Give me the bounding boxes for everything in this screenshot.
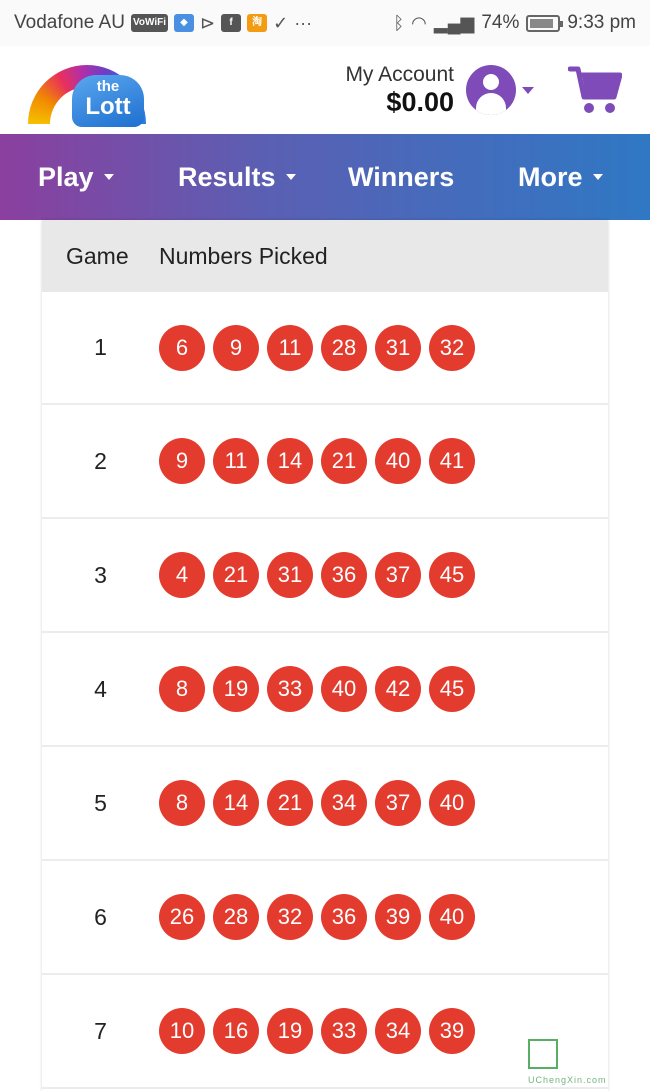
number-ball: 40	[429, 780, 475, 826]
logo-badge: the Lott	[72, 75, 144, 127]
number-ball: 11	[267, 325, 313, 371]
number-ball: 40	[321, 666, 367, 712]
number-ball: 37	[375, 552, 421, 598]
picked-numbers	[159, 552, 475, 598]
vowifi-icon: VoWiFi	[131, 14, 168, 32]
the-lott-logo[interactable]	[28, 59, 146, 121]
number-ball: 14	[213, 780, 259, 826]
watermark-logo: UChengXin.com	[528, 1037, 646, 1085]
signal-icon: ▂▄▆	[433, 12, 475, 33]
table-row	[42, 405, 608, 519]
number-ball: 6	[159, 325, 205, 371]
numbers-table	[42, 220, 608, 1091]
picked-numbers	[159, 894, 475, 940]
number-ball: 32	[267, 894, 313, 940]
number-ball: 36	[321, 552, 367, 598]
number-ball: 45	[429, 666, 475, 712]
number-ball: 41	[429, 438, 475, 484]
number-ball: 11	[213, 438, 259, 484]
facebook-icon: f	[221, 14, 241, 32]
number-ball: 39	[429, 1008, 475, 1054]
chevron-down-icon[interactable]	[522, 87, 534, 94]
download-done-icon: ✓	[273, 12, 289, 33]
picked-numbers	[159, 780, 475, 826]
number-ball: 39	[375, 894, 421, 940]
number-ball: 40	[375, 438, 421, 484]
game-number: 2	[94, 447, 107, 474]
number-ball: 28	[213, 894, 259, 940]
user-avatar-icon[interactable]	[466, 65, 516, 115]
game-number: 6	[94, 903, 107, 930]
nav-winners[interactable]: Winners	[348, 161, 455, 192]
number-ball: 8	[159, 780, 205, 826]
number-ball: 31	[375, 325, 421, 371]
game-number: 5	[94, 789, 107, 816]
taobao-icon: 淘	[247, 14, 267, 32]
caret-down-icon	[286, 174, 296, 180]
main-nav	[0, 134, 650, 220]
cart-icon[interactable]	[568, 63, 622, 117]
number-ball: 21	[321, 438, 367, 484]
table-row	[42, 292, 608, 405]
number-ball: 37	[375, 780, 421, 826]
account-label[interactable]: My Account	[345, 63, 454, 86]
number-ball: 19	[267, 1008, 313, 1054]
game-number: 3	[94, 561, 107, 588]
number-ball: 8	[159, 666, 205, 712]
table-header	[42, 220, 608, 292]
number-ball: 40	[429, 894, 475, 940]
number-ball: 28	[321, 325, 367, 371]
status-bar	[0, 0, 650, 46]
number-ball: 19	[213, 666, 259, 712]
bluetooth-icon: ᛒ	[393, 12, 405, 33]
game-number: 7	[94, 1017, 107, 1044]
account-balance: $0.00	[386, 87, 454, 117]
table-row	[42, 519, 608, 633]
number-ball: 32	[429, 325, 475, 371]
number-ball: 9	[159, 438, 205, 484]
table-row	[42, 861, 608, 975]
number-ball: 21	[267, 780, 313, 826]
number-ball: 34	[375, 1008, 421, 1054]
number-ball: 16	[213, 1008, 259, 1054]
clock: 9:33 pm	[567, 12, 636, 33]
number-ball: 36	[321, 894, 367, 940]
picked-numbers	[159, 438, 475, 484]
caret-down-icon	[104, 174, 114, 180]
number-ball: 33	[267, 666, 313, 712]
table-row	[42, 747, 608, 861]
number-ball: 42	[375, 666, 421, 712]
number-ball: 45	[429, 552, 475, 598]
picked-numbers	[159, 1008, 475, 1054]
number-ball: 34	[321, 780, 367, 826]
carrier-label: Vodafone AU	[14, 12, 125, 33]
number-ball: 31	[267, 552, 313, 598]
picked-numbers	[159, 325, 475, 371]
site-header	[0, 46, 650, 134]
number-ball: 10	[159, 1008, 205, 1054]
media-icon: ⊳	[200, 12, 216, 33]
number-ball: 9	[213, 325, 259, 371]
nav-results[interactable]: Results	[178, 162, 296, 193]
number-ball: 4	[159, 552, 205, 598]
number-ball: 33	[321, 1008, 367, 1054]
battery-percent: 74%	[481, 12, 520, 33]
battery-icon	[526, 15, 560, 32]
game-number: 1	[94, 334, 107, 360]
nav-more[interactable]: More	[518, 162, 603, 193]
nav-play[interactable]: Play	[38, 162, 114, 193]
number-ball: 21	[213, 552, 259, 598]
wifi-icon: ◠	[411, 12, 427, 33]
column-header-game: Game	[66, 242, 129, 269]
picked-numbers	[159, 666, 475, 712]
column-header-numbers: Numbers Picked	[159, 242, 328, 269]
caret-down-icon	[593, 174, 603, 180]
number-ball: 14	[267, 438, 313, 484]
table-row	[42, 975, 608, 1089]
shield-icon: ◆	[174, 14, 194, 32]
table-row	[42, 633, 608, 747]
game-number: 4	[94, 675, 107, 702]
my-account[interactable]	[345, 63, 534, 117]
more-notifications-icon: ···	[294, 12, 313, 33]
number-ball: 26	[159, 894, 205, 940]
